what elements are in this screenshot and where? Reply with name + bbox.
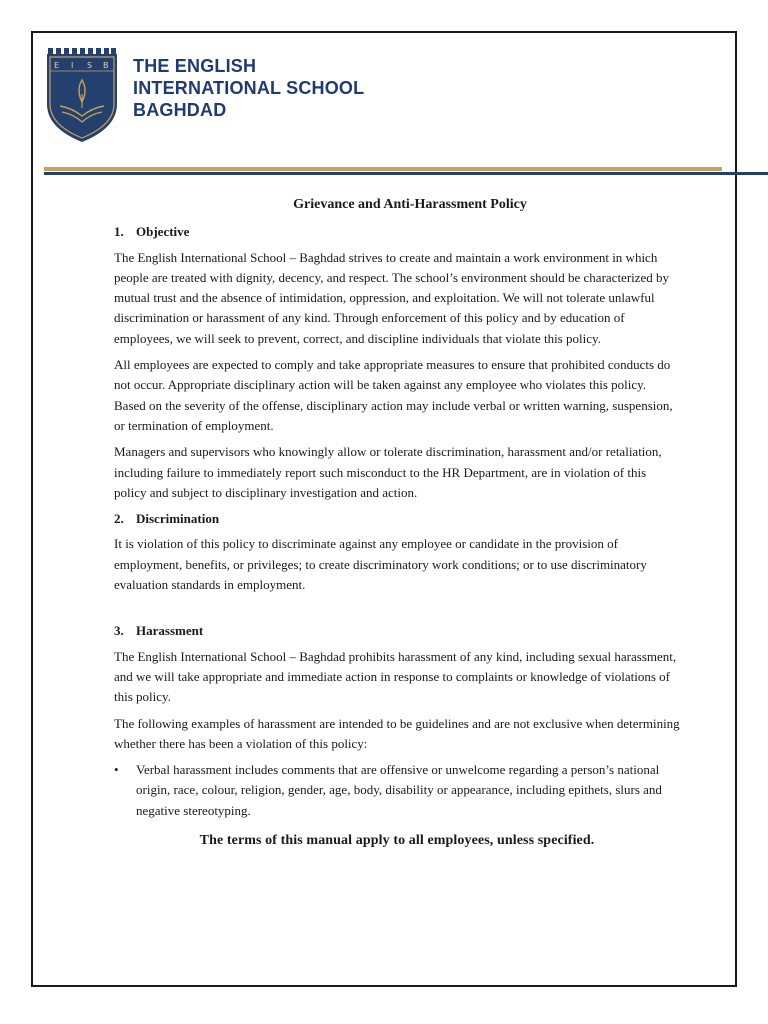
section-title: Harassment bbox=[136, 623, 204, 639]
document-body bbox=[114, 195, 680, 851]
crest-letter: S bbox=[87, 61, 93, 70]
crest-letter: E bbox=[54, 61, 60, 70]
paragraph: The following examples of harassment are intended to be guidelines and are not exclusive when determining whether there has been a violation of this policy: bbox=[114, 715, 680, 751]
section-heading-discrimination bbox=[114, 509, 680, 529]
paragraph: The English International School – Baghdad strives to create and maintain a work environment in which people are treated with dignity, decency, and respect. The school’s environment should be characterized by mutual trust and the absence of intimidation, oppression, and exploitation. We will not tolerate unlawful discrimination or harassment of any kind. Through enforcement of this policy and by education of employees, we will seek to prevent, correct, and discipline individuals that violate this policy. bbox=[114, 249, 670, 346]
section-number: 2. bbox=[114, 511, 124, 527]
section-heading-harassment bbox=[114, 621, 680, 641]
section-spacer bbox=[114, 601, 680, 621]
bullet-text: Verbal harassment includes comments that are offensive or unwelcome regarding a person’s national origin, race, colour, religion, gender, age, body, disability or appearance, including epithets, slurs and negative stereotyping. bbox=[136, 762, 662, 818]
school-name-line: BAGHDAD bbox=[133, 100, 227, 120]
bullet-item bbox=[114, 760, 680, 821]
header-rule-gold bbox=[44, 167, 722, 171]
paragraph: All employees are expected to comply and take appropriate measures to ensure that prohibited conducts do not occur. Appropriate disciplinary action will be taken against any employee who violates this policy. Based on the severity of the offense, disciplinary action may include verbal or written warning, suspension, or termination of employment. bbox=[114, 357, 673, 433]
section-number: 3. bbox=[114, 623, 124, 639]
section-number: 1. bbox=[114, 224, 124, 240]
school-name-line: INTERNATIONAL SCHOOL bbox=[133, 78, 365, 98]
crest-letter: B bbox=[103, 61, 109, 70]
crest-letter: I bbox=[71, 61, 74, 70]
school-crest-logo bbox=[44, 44, 120, 144]
school-name-line: THE ENGLISH bbox=[133, 56, 257, 76]
school-name bbox=[133, 55, 364, 121]
bullet-glyph: • bbox=[114, 762, 119, 778]
header-rule-navy bbox=[44, 172, 768, 175]
document-title: Grievance and Anti-Harassment Policy bbox=[293, 197, 527, 212]
section-heading-objective bbox=[114, 222, 680, 242]
paragraph: Managers and supervisors who knowingly allow or tolerate discrimination, harassment and/or retaliation, including failure to immediately report such misconduct to the HR Department, are in violation of this policy and subject to disciplinary investigation and action. bbox=[114, 444, 662, 500]
footer-note: The terms of this manual apply to all employees, unless specified. bbox=[199, 833, 595, 849]
section-title: Objective bbox=[136, 224, 190, 240]
paragraph: The English International School – Baghdad prohibits harassment of any kind, including sexual harassment, and we will take appropriate and immediate action in response to complaints or knowledge of violations of this policy. bbox=[114, 648, 677, 705]
section-title: Discrimination bbox=[136, 511, 220, 527]
paragraph: It is violation of this policy to discriminate against any employee or candidate in the provision of employment, benefits, or privileges; to create discriminatory work conditions; or to use discriminatory evaluation standards in employment. bbox=[114, 536, 647, 593]
